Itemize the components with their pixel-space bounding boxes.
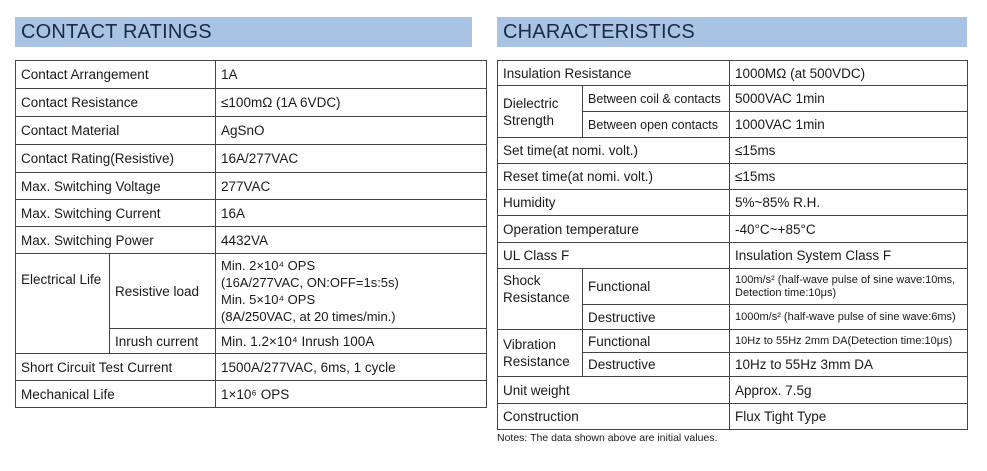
row-value: 1A — [216, 61, 487, 89]
row-label: Short Circuit Test Current — [16, 354, 216, 381]
row-label: Insulation Resistance — [498, 61, 730, 86]
row-label: UL Class F — [498, 243, 730, 269]
coil-contacts-value: 5000VAC 1min — [730, 86, 968, 112]
coil-contacts-label: Between coil & contacts — [583, 86, 730, 112]
shock-destructive-value: 1000m/s² (half-wave pulse of sine wave:6ms) — [730, 305, 968, 330]
row-label: Contact Resistance — [16, 89, 216, 117]
row-label: Unit weight — [498, 377, 730, 404]
row-value: ≤15ms — [730, 164, 968, 190]
inrush-current-label: Inrush current — [110, 329, 216, 354]
notes-text: Notes: The data shown above are initial values. — [497, 432, 718, 444]
shock-functional-value: 100m/s² (half-wave pulse of sine wave:10ms, Detection time:10μs) — [730, 269, 968, 305]
row-value: Flux Tight Type — [730, 404, 968, 430]
electrical-life-label: Electrical Life — [16, 254, 110, 354]
resistive-line-1: Min. 2×10⁴ OPS — [221, 258, 316, 273]
row-label: Set time(at nomi. volt.) — [498, 138, 730, 164]
vibration-functional-value: 10Hz to 55Hz 2mm DA(Detection time:10μs) — [730, 330, 968, 353]
row-value: 16A/277VAC — [216, 145, 487, 173]
row-label: Max. Switching Current — [16, 200, 216, 227]
characteristics-header: CHARACTERISTICS — [497, 17, 967, 47]
vibration-functional-label: Functional — [583, 330, 730, 353]
row-value: -40°C~+85°C — [730, 216, 968, 243]
row-label: Contact Rating(Resistive) — [16, 145, 216, 173]
resistive-line-2: (16A/277VAC, ON:OFF=1s:5s) — [221, 275, 399, 290]
row-label: Max. Switching Power — [16, 227, 216, 254]
inrush-current-value: Min. 1.2×10⁴ Inrush 100A — [216, 329, 487, 354]
row-label: Construction — [498, 404, 730, 430]
vibration-destructive-value: 10Hz to 55Hz 3mm DA — [730, 353, 968, 377]
row-value: ≤15ms — [730, 138, 968, 164]
shock-functional-label: Functional — [583, 269, 730, 305]
row-value: 1×10⁶ OPS — [216, 381, 487, 408]
row-label: Contact Arrangement — [16, 61, 216, 89]
dielectric-strength-label: Dielectric Strength — [498, 86, 583, 138]
contact-ratings-table — [15, 60, 487, 408]
row-value: 1500A/277VAC, 6ms, 1 cycle — [216, 354, 487, 381]
row-value: AgSnO — [216, 117, 487, 145]
shock-destructive-label: Destructive — [583, 305, 730, 330]
shock-resistance-label: Shock Resistance — [498, 269, 583, 330]
resistive-line-3: Min. 5×10⁴ OPS — [221, 292, 316, 307]
characteristics-table — [497, 60, 968, 430]
row-value: 4432VA — [216, 227, 487, 254]
contact-ratings-header: CONTACT RATINGS — [15, 17, 472, 47]
row-label: Humidity — [498, 190, 730, 216]
resistive-load-label: Resistive load — [110, 254, 216, 329]
row-value: Insulation System Class F — [730, 243, 968, 269]
row-value: 5%~85% R.H. — [730, 190, 968, 216]
row-value: 277VAC — [216, 173, 487, 200]
row-label: Contact Material — [16, 117, 216, 145]
row-value: 16A — [216, 200, 487, 227]
open-contacts-value: 1000VAC 1min — [730, 112, 968, 138]
row-label: Max. Switching Voltage — [16, 173, 216, 200]
vibration-destructive-label: Destructive — [583, 353, 730, 377]
row-value: Approx. 7.5g — [730, 377, 968, 404]
vibration-resistance-label: Vibration Resistance — [498, 330, 583, 377]
row-label: Reset time(at nomi. volt.) — [498, 164, 730, 190]
row-value: ≤100mΩ (1A 6VDC) — [216, 89, 487, 117]
row-label: Mechanical Life — [16, 381, 216, 408]
resistive-line-4: (8A/250VAC, at 20 times/min.) — [221, 309, 396, 324]
row-value: 1000MΩ (at 500VDC) — [730, 61, 968, 86]
open-contacts-label: Between open contacts — [583, 112, 730, 138]
resistive-load-values — [216, 254, 487, 329]
row-label: Operation temperature — [498, 216, 730, 243]
